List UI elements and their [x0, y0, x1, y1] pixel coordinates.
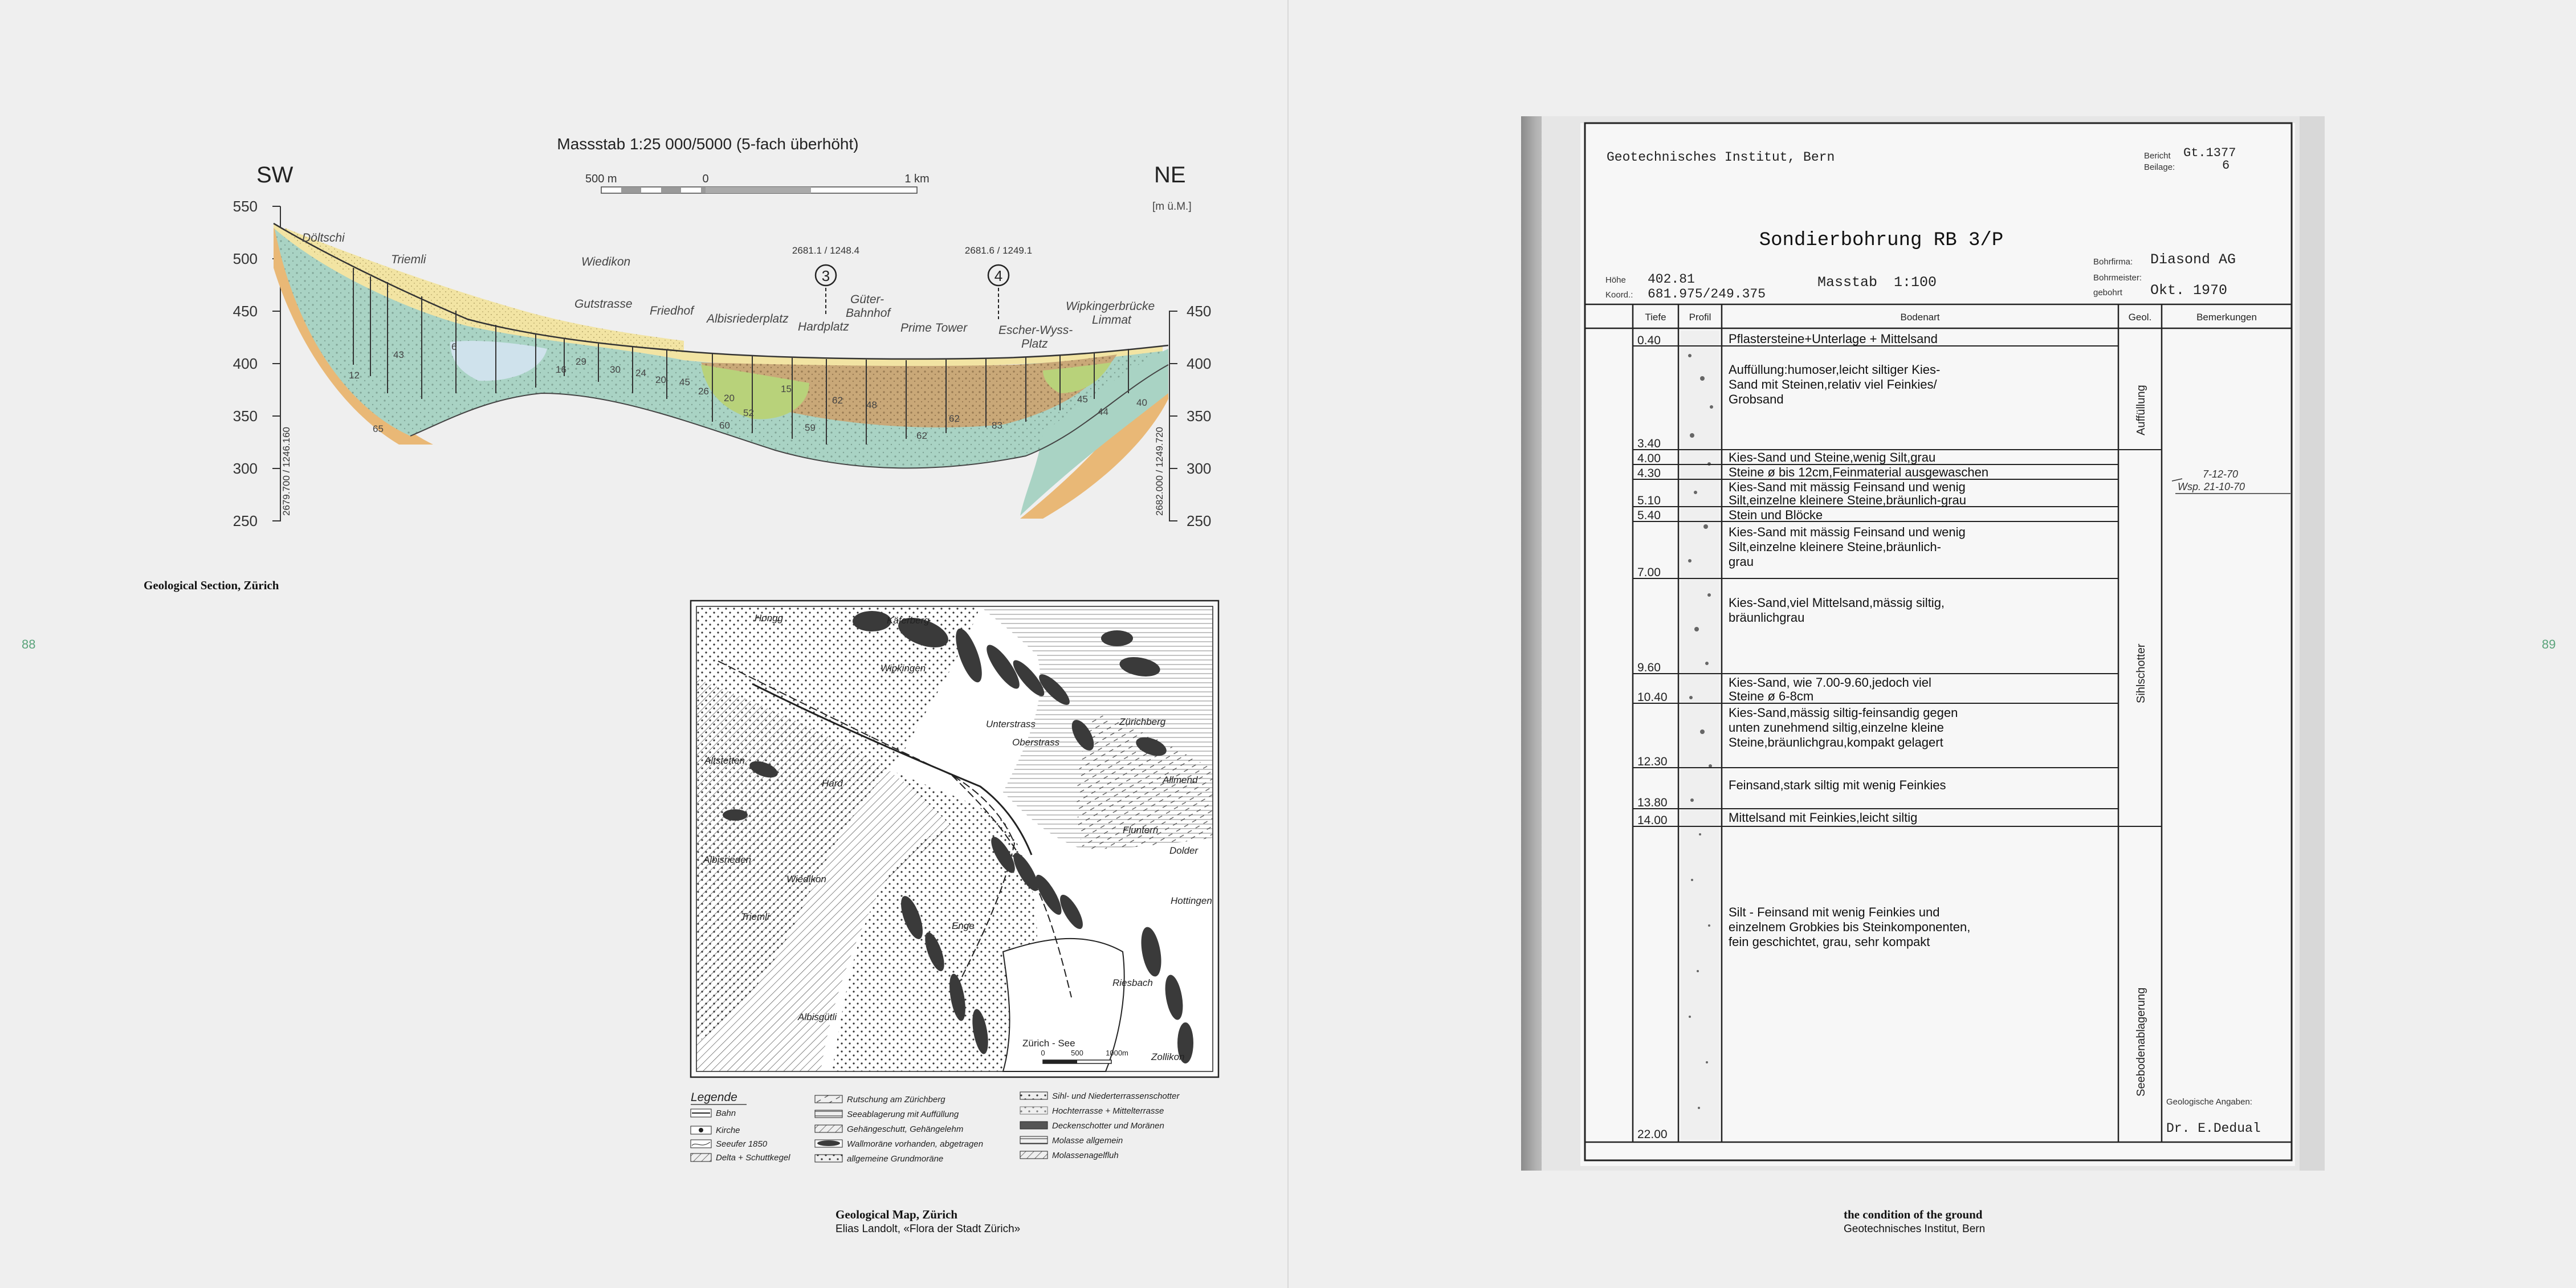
log-depth: 5.10	[1637, 494, 1661, 507]
log-soil: Silt,einzelne kleinere Steine,bräunlich-	[1729, 540, 1941, 554]
log-massstab: 1:100	[1894, 274, 1937, 291]
log-soil: Kies-Sand,viel Mittelsand,mässig siltig,	[1729, 596, 1945, 610]
legend-item: Seeablagerung mit Auffüllung	[847, 1110, 959, 1119]
map-caption-title: Geological Map, Zürich	[835, 1208, 958, 1221]
y-tick-right-350: 350	[1187, 407, 1212, 425]
map-place: Fluntern	[1123, 825, 1159, 835]
map-place: Albisgütli	[798, 1012, 837, 1022]
depth-label: 52	[743, 407, 754, 418]
log-bohrfirma-label: Bohrfirma:	[2093, 257, 2133, 267]
log-depth: 12.30	[1637, 755, 1668, 768]
y-tick-250: 250	[233, 512, 258, 529]
depth-label: 62	[916, 430, 927, 441]
log-gebohrt: Okt. 1970	[2150, 282, 2228, 299]
left-page	[0, 0, 1287, 1288]
log-beilage: 6	[2222, 158, 2230, 173]
map-place: Triemli	[741, 911, 769, 922]
borehole-marker-3	[792, 245, 859, 316]
legend-heading: Legende	[691, 1091, 737, 1104]
marker-3-coordinate: 2681.1 / 1248.4	[792, 245, 860, 256]
place-friedhof: Friedhof	[650, 304, 694, 317]
log-soil: Kies-Sand und Steine,wenig Silt,grau	[1729, 450, 1936, 464]
legend-item: Rutschung am Zürichberg	[847, 1095, 945, 1104]
log-soil: Steine ø 6-8cm	[1729, 689, 1814, 703]
legend-item: Molasse allgemein	[1052, 1136, 1123, 1146]
map-place: Hard	[822, 778, 843, 789]
legend-item: Kirche	[716, 1126, 740, 1135]
place-wiedikon: Wiedikon	[581, 255, 631, 268]
depth-label: 20	[655, 374, 666, 385]
log-geol-unit: Auffüllung	[2135, 385, 2147, 435]
legend-item: Hochterrasse + Mittelterrasse	[1052, 1106, 1164, 1116]
depth-label: 15	[781, 384, 792, 394]
place-triemli: Triemli	[391, 253, 426, 266]
depth-label: 45	[679, 377, 690, 388]
log-soil: Auffüllung:humoser,leicht siltiger Kies-	[1729, 362, 1941, 377]
legend-col-1	[691, 1108, 790, 1163]
map-place: Hongg	[755, 613, 784, 623]
depth-label: 44	[1098, 406, 1108, 417]
legend-item: Delta + Schuttkegel	[716, 1153, 790, 1163]
log-depth: 22.00	[1637, 1128, 1668, 1141]
depth-label: 60	[719, 420, 730, 431]
log-soil: fein geschichtet, grau, sehr kompakt	[1729, 935, 1930, 949]
log-footer-name: Dr. E.Dedual	[2166, 1121, 2261, 1136]
map-place: Allmend	[1163, 775, 1198, 785]
log-soil: Feinsand,stark siltig mit wenig Feinkies	[1729, 778, 1946, 792]
geological-map	[684, 598, 1220, 1180]
log-soil: Silt,einzelne kleinere Steine,bräunlich-grau	[1729, 493, 1967, 507]
right-folio: 89	[2542, 637, 2556, 651]
log-depth: 10.40	[1637, 691, 1668, 704]
borehole-log-scan	[1521, 116, 2325, 1171]
place-albisriederplatz: Albisriederplatz	[707, 312, 789, 325]
map-place: Dolder	[1169, 845, 1199, 856]
y-tick-right-400: 400	[1187, 355, 1212, 372]
depth-label: 65	[373, 423, 384, 434]
map-caption-source: Elias Landolt, «Flora der Stadt Zürich»	[835, 1223, 1021, 1235]
place-prime-tower: Prime Tower	[900, 321, 968, 335]
legend-item: Bahn	[716, 1108, 736, 1118]
section-scale-title: Massstab 1:25 000/5000 (5-fach überhöht)	[557, 135, 859, 153]
log-beilage-label: Beilage:	[2144, 162, 2175, 172]
left-folio: 88	[22, 637, 36, 651]
log-depth: 5.40	[1637, 509, 1661, 522]
map-place: Oberstrass	[1012, 737, 1060, 748]
log-bericht-label: Bericht	[2144, 151, 2171, 161]
place-doeltschi: Döltschi	[302, 231, 345, 244]
section-caption-title: Geological Section, Zürich	[144, 578, 279, 592]
depth-label: 26	[698, 386, 709, 397]
log-caption-source: Geotechnisches Institut, Bern	[1844, 1223, 1986, 1235]
y-tick-500: 500	[233, 250, 258, 267]
log-soil: bräunlichgrau	[1729, 610, 1805, 625]
log-gebohrt-label: gebohrt	[2093, 288, 2122, 297]
log-depth: 14.00	[1637, 814, 1668, 827]
log-depth: 0.40	[1637, 334, 1661, 347]
log-massstab-label: Masstab	[1817, 274, 1878, 291]
depth-label: 83	[992, 420, 1002, 431]
map-place: Albisrieden	[703, 854, 752, 865]
log-caption-title: the condition of the ground	[1844, 1208, 1983, 1221]
log-depth: 9.60	[1637, 661, 1661, 674]
map-legend	[691, 1091, 1180, 1164]
map-place: Wiedikon	[786, 874, 826, 885]
legend-item: Molassenagelfluh	[1052, 1151, 1119, 1160]
scale-label-0: 0	[702, 173, 709, 185]
scale-label-1km: 1 km	[904, 173, 930, 185]
log-soil: Stein und Blöcke	[1729, 508, 1823, 522]
y-tick-400: 400	[233, 355, 258, 372]
log-soil: Steine ø bis 12cm,Feinmaterial ausgewaschen	[1729, 465, 1989, 479]
scale-label-500m: 500 m	[585, 173, 617, 185]
y-tick-300: 300	[233, 460, 258, 477]
map-scale-500: 500	[1071, 1049, 1083, 1057]
log-depth: 13.80	[1637, 796, 1668, 809]
map-place: Käferberg	[887, 615, 930, 626]
marker-3-number: 3	[821, 267, 830, 284]
log-institute: Geotechnisches Institut, Bern	[1607, 150, 1835, 165]
log-soil: unten zunehmend siltig,einzelne kleine	[1729, 720, 1944, 735]
right-elevation-axis	[1154, 303, 1211, 529]
place-gueter: Güter-	[850, 293, 885, 306]
marker-4-number: 4	[994, 267, 1003, 284]
map-scale-0: 0	[1041, 1049, 1045, 1057]
section-caption	[144, 578, 279, 593]
map-place: Zollikon	[1151, 1051, 1185, 1062]
geological-section	[0, 0, 1287, 547]
log-koord: 681.975/249.375	[1648, 287, 1766, 301]
y-tick-450: 450	[233, 303, 258, 320]
depth-label: 59	[805, 422, 816, 433]
y-tick-550: 550	[233, 198, 258, 215]
log-header-tiefe: Tiefe	[1645, 312, 1666, 323]
map-scale-1000: 1000m	[1106, 1049, 1128, 1057]
place-escher-wyss: Escher-Wyss-	[998, 324, 1073, 337]
place-gutstrasse: Gutstrasse	[574, 297, 633, 311]
log-soil: Steine,bräunlichgrau,kompakt gelagert	[1729, 735, 1943, 749]
log-soil: Kies-Sand, wie 7.00-9.60,jedoch viel	[1729, 675, 1931, 690]
log-header-bemerkungen: Bemerkungen	[2196, 312, 2257, 323]
legend-item: Seeufer 1850	[716, 1139, 768, 1149]
legend-item: allgemeine Grundmoräne	[847, 1154, 944, 1164]
depth-label: 62	[832, 395, 843, 406]
y-tick-right-250: 250	[1187, 512, 1212, 529]
log-koord-label: Koord.:	[1605, 290, 1633, 300]
depth-label: 48	[866, 400, 877, 410]
map-place: Wipkingen	[881, 663, 926, 674]
log-soil: Mittelsand mit Feinkies,leicht siltig	[1729, 810, 1918, 825]
depth-label: 29	[576, 356, 586, 367]
log-soil: Silt - Feinsand mit wenig Feinkies und	[1729, 905, 1940, 919]
map-place: Enge	[952, 920, 975, 931]
elevation-unit: [m ü.M.]	[1152, 201, 1192, 213]
borehole-marker-4	[965, 245, 1032, 319]
log-soil: Kies-Sand mit mässig Feinsand und wenig	[1729, 480, 1966, 494]
depth-label: 16	[556, 364, 566, 375]
legend-col-3	[1020, 1091, 1180, 1160]
marker-4-coordinate: 2681.6 / 1249.1	[964, 245, 1033, 256]
log-bericht: Gt.1377	[2183, 146, 2236, 160]
legend-col-2	[815, 1095, 983, 1164]
depth-label: 45	[1077, 394, 1088, 405]
log-bohrmeister-label: Bohrmeister:	[2093, 273, 2142, 283]
log-geol-unit: Seebodenablagerung	[2135, 987, 2147, 1097]
place-limmat: Limmat	[1092, 313, 1131, 327]
depth-label: 62	[949, 413, 960, 424]
direction-sw: SW	[256, 162, 294, 188]
log-header-bodenart: Bodenart	[1900, 312, 1940, 323]
log-soil: Kies-Sand,mässig siltig-feinsandig gegen	[1729, 706, 1958, 720]
depth-label: 12	[349, 370, 360, 381]
log-depth: 3.40	[1637, 437, 1661, 450]
log-header-geol: Geol.	[2128, 312, 2152, 323]
depth-label: 30	[610, 364, 621, 375]
log-bohrfirma: Diasond AG	[2150, 251, 2236, 268]
depth-label: 43	[393, 349, 404, 360]
place-bahnhof: Bahnhof	[846, 307, 891, 320]
log-soil: Kies-Sand mit mässig Feinsand und wenig	[1729, 525, 1966, 539]
legend-item: Deckenschotter und Moränen	[1052, 1121, 1164, 1131]
depth-label: 20	[724, 393, 735, 403]
map-place: Zürichberg	[1119, 716, 1166, 727]
left-coordinate: 2679.700 / 1246.160	[281, 427, 292, 516]
legend-item: Gehängeschutt, Gehängelehm	[847, 1124, 964, 1134]
place-hardplatz: Hardplatz	[798, 320, 849, 333]
log-remark: 7-12-70	[2203, 468, 2239, 480]
log-caption	[1844, 1207, 1985, 1237]
section-scale-bar	[585, 173, 930, 193]
depth-label: 24	[635, 368, 646, 378]
map-place: Zürich - See	[1022, 1038, 1075, 1049]
log-soil: Pflastersteine+Unterlage + Mittelsand	[1729, 332, 1938, 346]
log-footer-label: Geologische Angaben:	[2166, 1097, 2252, 1107]
map-place: Riesbach	[1112, 977, 1153, 988]
log-soil: grau	[1729, 555, 1754, 569]
depth-label: 40	[1136, 397, 1147, 408]
log-depth: 4.00	[1637, 452, 1661, 465]
right-coordinate: 2682.000 / 1249.720	[1154, 427, 1165, 516]
place-wipkingerbruecke: Wipkingerbrücke	[1066, 300, 1155, 313]
legend-item: Wallmoräne vorhanden, abgetragen	[847, 1139, 984, 1149]
legend-item: Sihl- und Niederterrassenschotter	[1052, 1091, 1180, 1101]
map-place: Altstetten	[704, 755, 745, 766]
borehole-log-sheet	[1521, 116, 2325, 1171]
log-depth: 7.00	[1637, 566, 1661, 579]
log-hoehe-label: Höhe	[1605, 275, 1626, 285]
y-tick-350: 350	[233, 407, 258, 425]
log-soil: einzelnem Grobkies bis Steinkomponenten,	[1729, 920, 1971, 934]
map-place: Hottingen	[1171, 895, 1212, 906]
y-tick-right-300: 300	[1187, 460, 1212, 477]
log-title: Sondierbohrung RB 3/P	[1759, 230, 2004, 251]
direction-ne: NE	[1154, 162, 1186, 188]
y-tick-right-450: 450	[1187, 303, 1212, 320]
map-place: Unterstrass	[986, 719, 1036, 729]
depth-label: 6	[451, 341, 457, 352]
log-geol-unit: Sihlschotter	[2135, 643, 2147, 703]
log-header-profil: Profil	[1689, 312, 1711, 323]
log-hoehe: 402.81	[1648, 272, 1695, 287]
map-caption	[835, 1207, 1020, 1237]
place-platz: Platz	[1021, 337, 1048, 350]
log-soil: Grobsand	[1729, 392, 1784, 406]
log-depth: 4.30	[1637, 467, 1661, 480]
log-remark: Wsp. 21-10-70	[2178, 481, 2245, 492]
section-layers	[274, 223, 1168, 519]
right-page	[1289, 0, 2576, 1288]
log-soil: Sand mit Steinen,relativ viel Feinkies/	[1729, 377, 1937, 392]
